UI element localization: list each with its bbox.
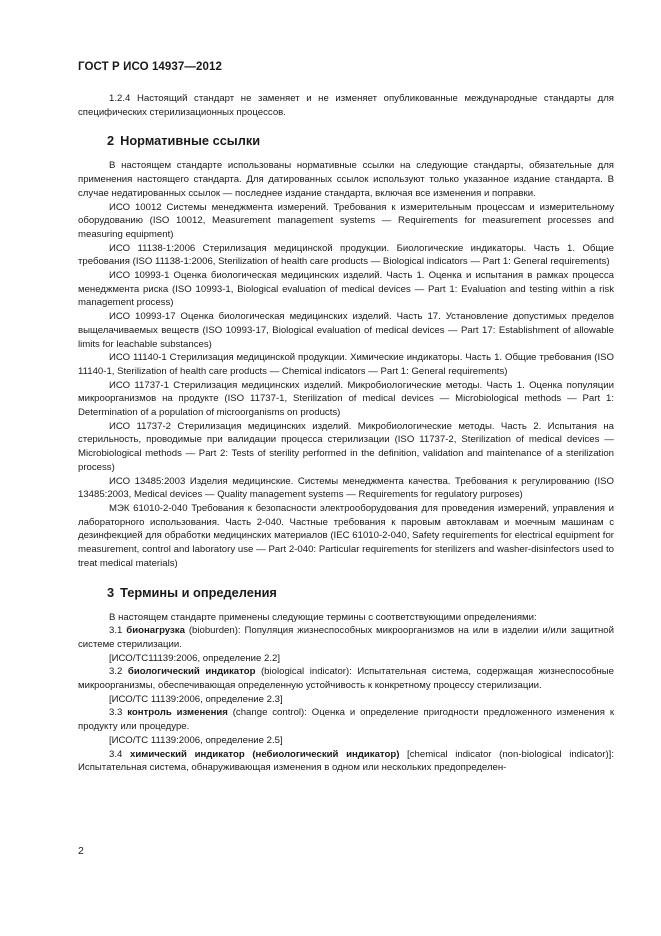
term-definition-3-1 <box>78 624 614 651</box>
term-number: 3.2 <box>109 666 123 678</box>
paragraph-1-2-4: 1.2.4 Настоящий стандарт не заменяет и не изменяет опубликованные международные стандарты для специфических стерилизационных процессов. <box>78 93 614 118</box>
section-2-title: Нормативные ссылки <box>120 133 261 149</box>
reference-item: ИСО 11140-1 Стерилизация медицинской продукции. Химические индикаторы. Часть 1. Общие требования (ISO 11140-1, Sterilization of health care products — Chemical indicators — Part 1: General requirements) <box>78 352 614 377</box>
section-3-heading <box>78 585 614 601</box>
term-text: (change control): Оценка и определение пригодности предложенного изменения к продукту или процедуре. <box>78 707 615 733</box>
page-content <box>78 92 614 775</box>
term-name: бионагрузка <box>126 625 185 637</box>
running-header: ГОСТ Р ИСО 14937—2012 <box>78 61 223 73</box>
page-number: 2 <box>78 845 84 857</box>
term-number: 3.4 <box>109 748 123 760</box>
term-definition-3-2 <box>78 665 614 692</box>
reference-item: МЭК 61010-2-040 Требования к безопасности электрооборудования для проведения измерений, управления и лабораторного использования. Часть 2-040. Частные требования к паровым автоклавам и моечным машинам с дезинфекцией для обработки медицинских материалов (IEC 61010-2-040, Safety requirements for electrical equipment for measurement, control and laboratory use — Part 2-040: Particular requirements for sterilizers and washer-disinfectors used to treat medical materials) <box>78 502 614 569</box>
term-text: (bioburden): Популяция жизнеспособных микроорганизмов на или в изделии и/или защитной системе стерилизации. <box>78 625 614 650</box>
term-number: 3.1 <box>109 625 123 637</box>
term-definition-3-4 <box>78 748 614 775</box>
term-definition-3-3 <box>78 706 614 733</box>
reference-item: ИСО 10993-1 Оценка биологическая медицинских изделий. Часть 1. Оценка и испытания в рамках процесса менеджмента риска (ISO 10993-1, Biological evaluation of medical devices — Part 1: Evaluation and testing within a risk management process) <box>78 270 614 309</box>
reference-item: ИСО 11737-2 Стерилизация медицинских изделий. Микробиологические методы. Часть 2. Испытания на стерильность, проводимые при валидации процесса стерилизации (ISO 11737-2, Sterilization of medical devices — Microbiological methods — Part 2: Tests of sterility performed in the definition, validation and maintenance of a sterilization process) <box>78 420 614 473</box>
reference-item: ИСО 10012 Системы менеджмента измерений. Требования к измерительным процессам и измерительному оборудованию (ISO 10012, Measurement management systems — Requirements for measurement processes and measuring equipment) <box>78 201 614 240</box>
term-source-3-1: [ИСО/ТС11139:2006, определение 2.2] <box>109 652 280 664</box>
section-2-intro: В настоящем стандарте использованы нормативные ссылки на следующие стандарты, обязательные для применения настоящего стандарта. Для датированных ссылок используют только указанное издание стандарта. В случае недатированных ссылок — последнее издание стандарта, включая все изменения и поправки. <box>78 160 614 199</box>
section-3-number: 3 <box>107 584 115 600</box>
term-name: биологический индикатор <box>127 666 256 678</box>
reference-item: ИСО 11737-1 Стерилизация медицинских изделий. Микробиологические методы. Часть 1. Оценка популяции микроорганизмов на продукте (ISO 11737-1, Sterilization of medical devices — Microbiological methods — Part 1: Determination of a population of microorganisms on products) <box>78 379 614 419</box>
term-text: [chemical indicator (non-biological indicator)]: Испытательная система, обнаруживающая изменения в одном или нескольких предопределен- <box>78 748 614 774</box>
section-2-heading <box>78 133 614 149</box>
term-number: 3.3 <box>109 707 123 719</box>
term-text: (biological indicator): Испытательная система, содержащая жизнеспособные микроорганизмы, обеспечивающая определенную устойчивость к конкретному процессу стерилизации. <box>78 666 615 692</box>
reference-item: ИСО 11138-1:2006 Стерилизация медицинской продукции. Биологические индикаторы. Часть 1. Общие требования (ISO 11138-1:2006, Sterilization of health care products — Biological indicators — Part 1: General requirements) <box>78 242 614 268</box>
section-2-number: 2 <box>107 133 115 149</box>
section-3-intro: В настоящем стандарте применены следующие термины с соответствующими определениями: <box>109 611 537 623</box>
reference-item: ИСО 13485:2003 Изделия медицинские. Системы менеджмента качества. Требования к регулированию (ISO 13485:2003, Medical devices — Quality management systems — Requirements for regulatory purposes) <box>78 475 614 501</box>
section-3-title: Термины и определения <box>120 584 277 600</box>
term-name: химический индикатор (небиологический индикатор) <box>130 748 400 760</box>
term-name: контроль изменения <box>127 707 228 719</box>
term-source-3-2: [ИСО/ТС 11139:2006, определение 2.3] <box>109 693 283 705</box>
reference-item: ИСО 10993-17 Оценка биологическая медицинских изделий. Часть 17. Установление допустимых пределов выщелачиваемых веществ (ISO 10993-17, Biological evaluation of medical devices — Part 17: Establishment of allowable limits for leachable substances) <box>78 311 614 350</box>
term-source-3-3: [ИСО/ТС 11139:2006, определение 2.5] <box>109 734 283 746</box>
